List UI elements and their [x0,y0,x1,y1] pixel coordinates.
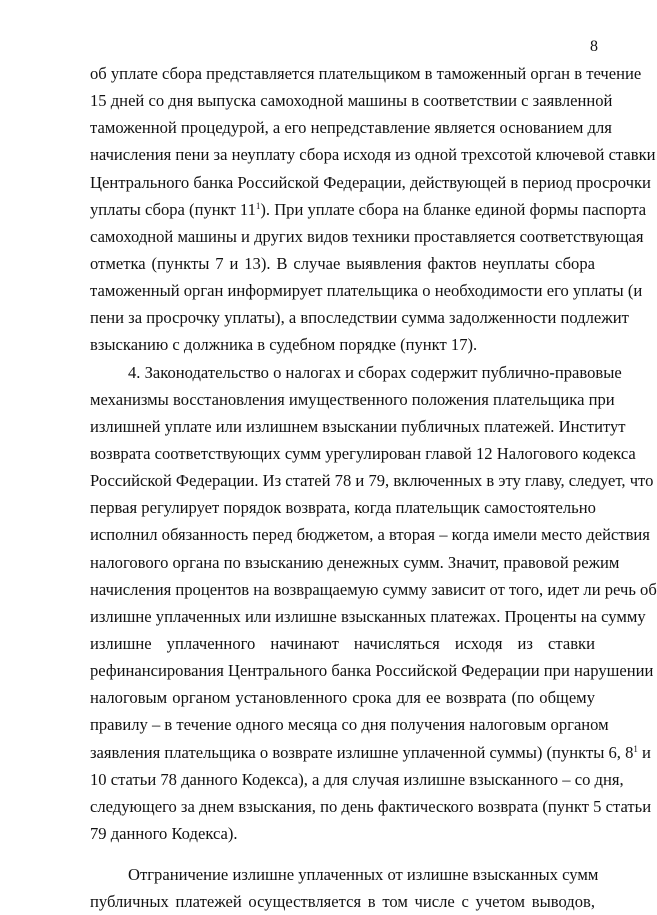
text-line: механизмы восстановления имущественного положения плательщика при [90,389,615,409]
text-line: излишней уплате или излишнем взыскании публичных платежей. Институт [90,416,626,436]
text-line: рефинансирования Центрального банка Российской Федерации при нарушении [90,661,654,681]
text-line: правилу – в течение одного месяца со дня получения налоговым органом [90,715,609,735]
text-line: излишне уплаченных или излишне взысканных платежах. Проценты на сумму [90,606,646,626]
text-line: налоговым органом установленного срока для ее возврата (по общему [90,688,595,708]
text-line: взысканию с должника в судебном порядке (пункт 17). [90,335,478,355]
paragraph [90,359,657,848]
text-line: исполнил обязанность перед бюджетом, а вторая – когда имели место действия [90,525,650,545]
paragraph [90,861,599,915]
text-line: следующего за днем взыскания, по день фактического возврата (пункт 5 статьи [90,796,652,816]
text-line: начисления пени за неуплату сбора исходя из одной трехсотой ключевой ставки [90,145,656,165]
text-line: заявления плательщика о возврате излишне уплаченной суммы) (пункты 6, $8^1$ и [90,742,651,762]
text-line: 10 статьи 78 данного Кодекса), а для случая излишне взысканного – со дня, [90,769,624,789]
text-line: возврата соответствующих сумм урегулирован главой 12 Налогового кодекса [90,443,636,463]
text-line: 15 дней со дня выпуска самоходной машины в соответствии с заявленной [90,91,613,111]
text-line: публичных платежей осуществляется в том числе с учетом выводов, [90,892,595,912]
text-line: Отграничение излишне уплаченных от излишне взысканных сумм [128,865,599,885]
page-number: 8 [590,38,598,55]
text-line: излишне уплаченного начинают начисляться исходя из ставки [90,633,595,653]
text-line: самоходной машины и других видов техники проставляется соответствующая [90,226,644,246]
text-line: отметка (пункты 7 и 13). В случае выявления фактов неуплаты сбора [90,253,595,273]
body-text [90,60,657,915]
text-line: налогового органа по взысканию денежных сумм. Значит, правовой режим [90,552,620,572]
text-line: об уплате сбора представляется плательщиком в таможенный орган в течение [90,64,642,83]
text-line: Российской Федерации. Из статей 78 и 79, включенных в эту главу, следует, что [90,471,654,491]
text-line: таможенной процедурой, а его непредставление является основанием для [90,118,612,138]
text-line: начисления процентов на возвращаемую сумму зависит от того, идет ли речь об [90,579,657,599]
text-line: Центрального банка Российской Федерации, действующей в период просрочки [90,172,651,192]
text-line: пени за просрочку уплаты), а впоследствии сумма задолженности подлежит [90,308,629,328]
text-line: 4. Законодательство о налогах и сборах содержит публично-правовые [128,362,622,382]
text-line: первая регулирует порядок возврата, когда плательщик самостоятельно [90,498,596,518]
text-line: 79 данного Кодекса). [90,823,238,843]
text-line: уплаты сбора (пункт $11^1$). При уплате сбора на бланке единой формы паспорта [90,199,647,219]
paragraph [90,60,656,359]
text-line: таможенный орган информирует плательщика о необходимости его уплаты (и [90,281,643,301]
